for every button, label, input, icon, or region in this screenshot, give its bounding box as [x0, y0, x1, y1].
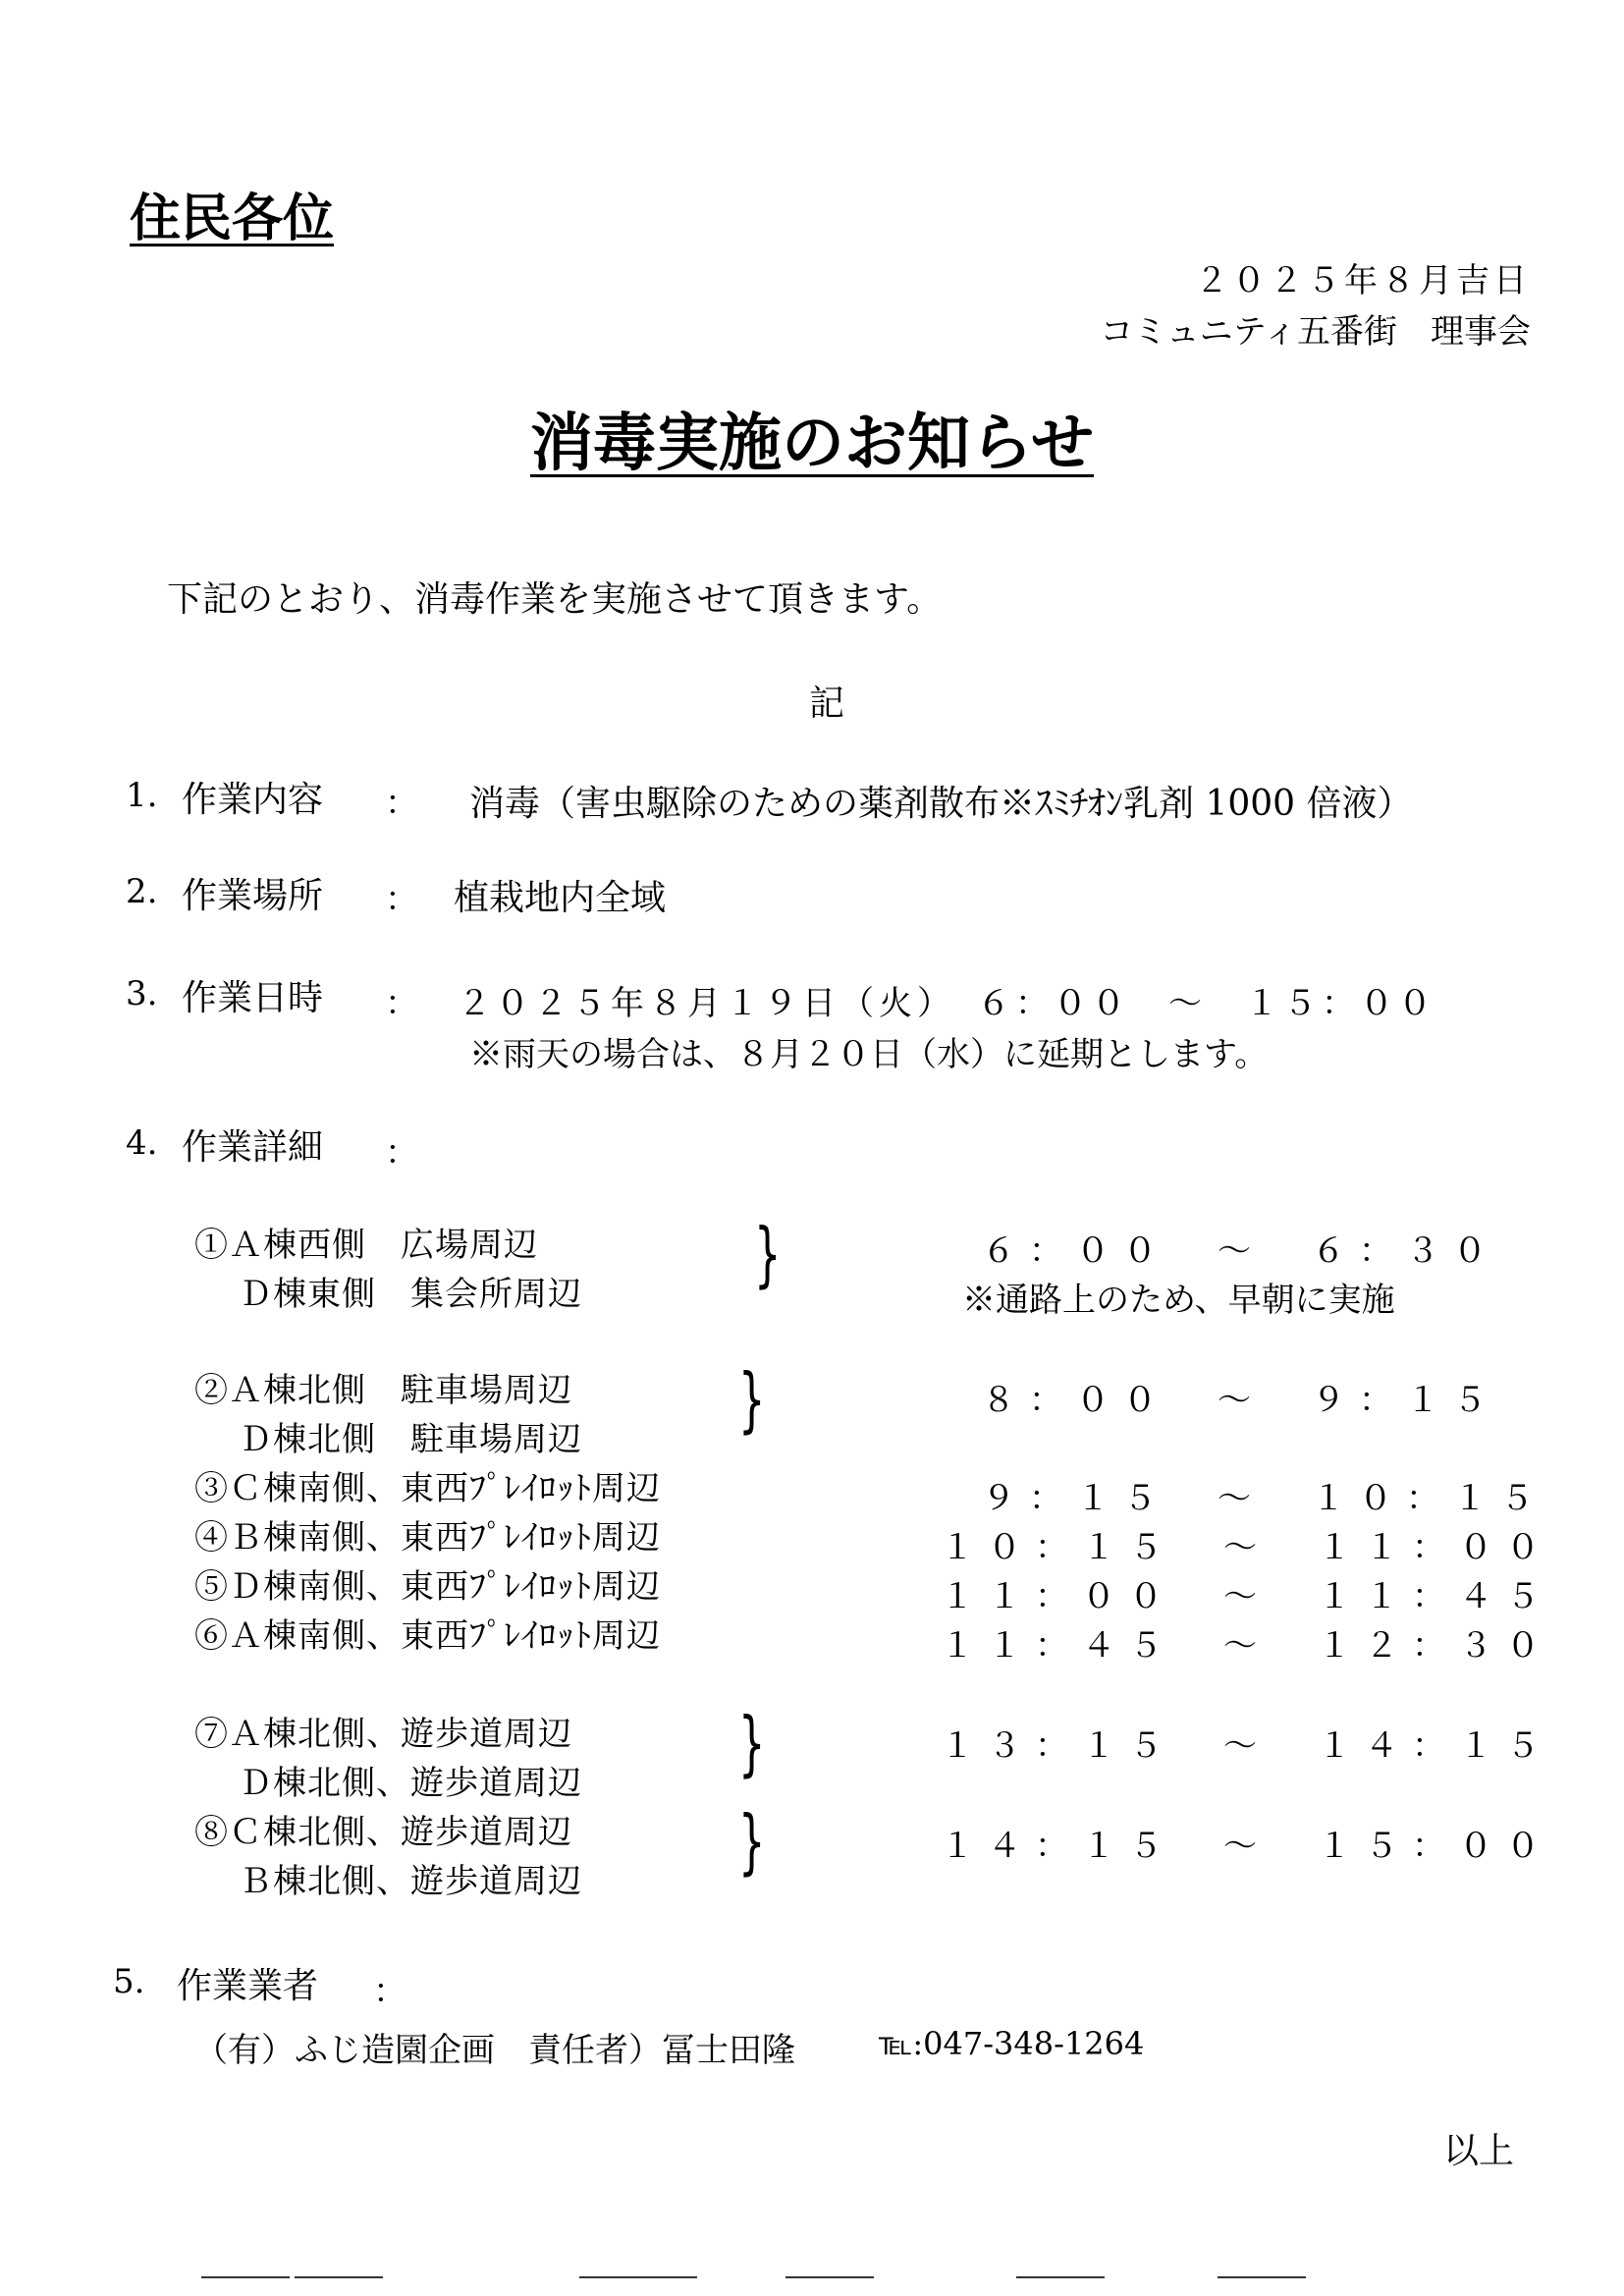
item-3-number: 3. — [126, 974, 158, 1013]
scan-artifact-line — [1218, 2276, 1306, 2278]
schedule-row3: ③Ｃ棟南側、東西ﾌﾟﾚｲﾛｯﾄ周辺 — [194, 1469, 661, 1508]
schedule-group8-time: １４：１５ ～ １５：００ — [941, 1827, 1553, 1866]
contractor-phone: ℡:047-348-1264 — [879, 2025, 1145, 2062]
document-title-text: 消毒実施のお知らせ — [529, 407, 1095, 480]
schedule-row5-time: １１：００ ～ １１：４５ — [941, 1577, 1553, 1616]
issue-date: ２０２５年８月吉日 — [1195, 261, 1531, 301]
intro-text: 下記のとおり、消毒作業を実施させて頂きます。 — [167, 579, 943, 620]
item-3-note: ※雨天の場合は、８月２０日（水）に延期とします。 — [469, 1035, 1269, 1074]
schedule-group1-time: ６：００ ～ ６：３０ — [982, 1231, 1500, 1271]
schedule-group1-note: ※通路上のため、早朝に実施 — [962, 1281, 1395, 1320]
brace-group8: } — [738, 1800, 766, 1883]
item-4-label: 作業詳細 — [182, 1127, 324, 1168]
item-3-colon: ： — [385, 984, 418, 1023]
schedule-group1-line1: ①Ａ棟西側 広場周辺 — [194, 1226, 538, 1265]
schedule-group8-line1: ⑧Ｃ棟北側、遊歩道周辺 — [194, 1813, 572, 1852]
schedule-group8-line2: Ｂ棟北側、遊歩道周辺 — [239, 1862, 582, 1901]
schedule-group7-time: １３：１５ ～ １４：１５ — [941, 1726, 1553, 1766]
schedule-row3-time: ９：１５ ～ １０：１５ — [982, 1479, 1547, 1518]
document-title — [0, 393, 1624, 483]
scan-artifact-line — [1016, 2276, 1105, 2278]
schedule-group1-line2: Ｄ棟東側 集会所周辺 — [239, 1275, 582, 1314]
contractor-name: （有）ふじ造園企画 責任者）冨士田隆 — [194, 2031, 795, 2070]
item-1-value: 消毒（害虫駆除のための薬剤散布※ｽﾐﾁｵﾝ乳剤 1000 倍液） — [469, 784, 1413, 824]
schedule-row4-time: １０：１５ ～ １１：００ — [941, 1528, 1553, 1567]
schedule-row5: ⑤Ｄ棟南側、東西ﾌﾟﾚｲﾛｯﾄ周辺 — [194, 1567, 661, 1607]
ki-heading: 記 — [809, 683, 845, 724]
item-4-number: 4. — [126, 1123, 158, 1163]
item-5-colon: ： — [373, 1972, 406, 2011]
item-5-number: 5. — [113, 1962, 145, 2001]
closing-remark: 以上 — [1442, 2131, 1514, 2171]
item-3-value: ２０２５年８月１９日（火） ６：００ ～ １５：００ — [458, 984, 1436, 1023]
schedule-group7-line1: ⑦Ａ棟北側、遊歩道周辺 — [194, 1715, 572, 1754]
schedule-row6: ⑥Ａ棟南側、東西ﾌﾟﾚｲﾛｯﾄ周辺 — [194, 1616, 661, 1656]
schedule-group2-time: ８：００ ～ ９：１５ — [982, 1381, 1500, 1420]
item-1-label: 作業内容 — [182, 780, 324, 820]
addressee: 住民各位 — [130, 190, 335, 248]
item-1-colon: ： — [385, 784, 418, 823]
scan-artifact-line — [579, 2276, 697, 2278]
brace-group7: } — [738, 1702, 766, 1784]
item-2-label: 作業場所 — [182, 876, 324, 916]
item-3-label: 作業日時 — [182, 978, 324, 1018]
item-2-number: 2. — [126, 872, 158, 911]
brace-group2: } — [738, 1358, 766, 1441]
scan-artifact-line — [201, 2276, 290, 2278]
item-1-number: 1. — [126, 776, 158, 815]
item-4-colon: ： — [385, 1133, 418, 1173]
item-5-label: 作業業者 — [177, 1966, 319, 2006]
schedule-row4: ④Ｂ棟南側、東西ﾌﾟﾚｲﾛｯﾄ周辺 — [194, 1518, 661, 1558]
schedule-group2-line1: ②Ａ棟北側 駐車場周辺 — [194, 1371, 572, 1410]
item-2-value: 植栽地内全域 — [454, 878, 667, 918]
schedule-row6-time: １１：４５ ～ １２：３０ — [941, 1626, 1553, 1666]
scan-artifact-line — [295, 2276, 383, 2278]
schedule-group7-line2: Ｄ棟北側、遊歩道周辺 — [239, 1764, 582, 1803]
schedule-group2-line2: Ｄ棟北側 駐車場周辺 — [239, 1420, 582, 1459]
issuer-organization: コミュニティ五番街 理事会 — [1100, 312, 1531, 352]
item-2-colon: ： — [385, 880, 418, 919]
scan-artifact-line — [785, 2276, 874, 2278]
brace-group1: } — [754, 1213, 782, 1295]
